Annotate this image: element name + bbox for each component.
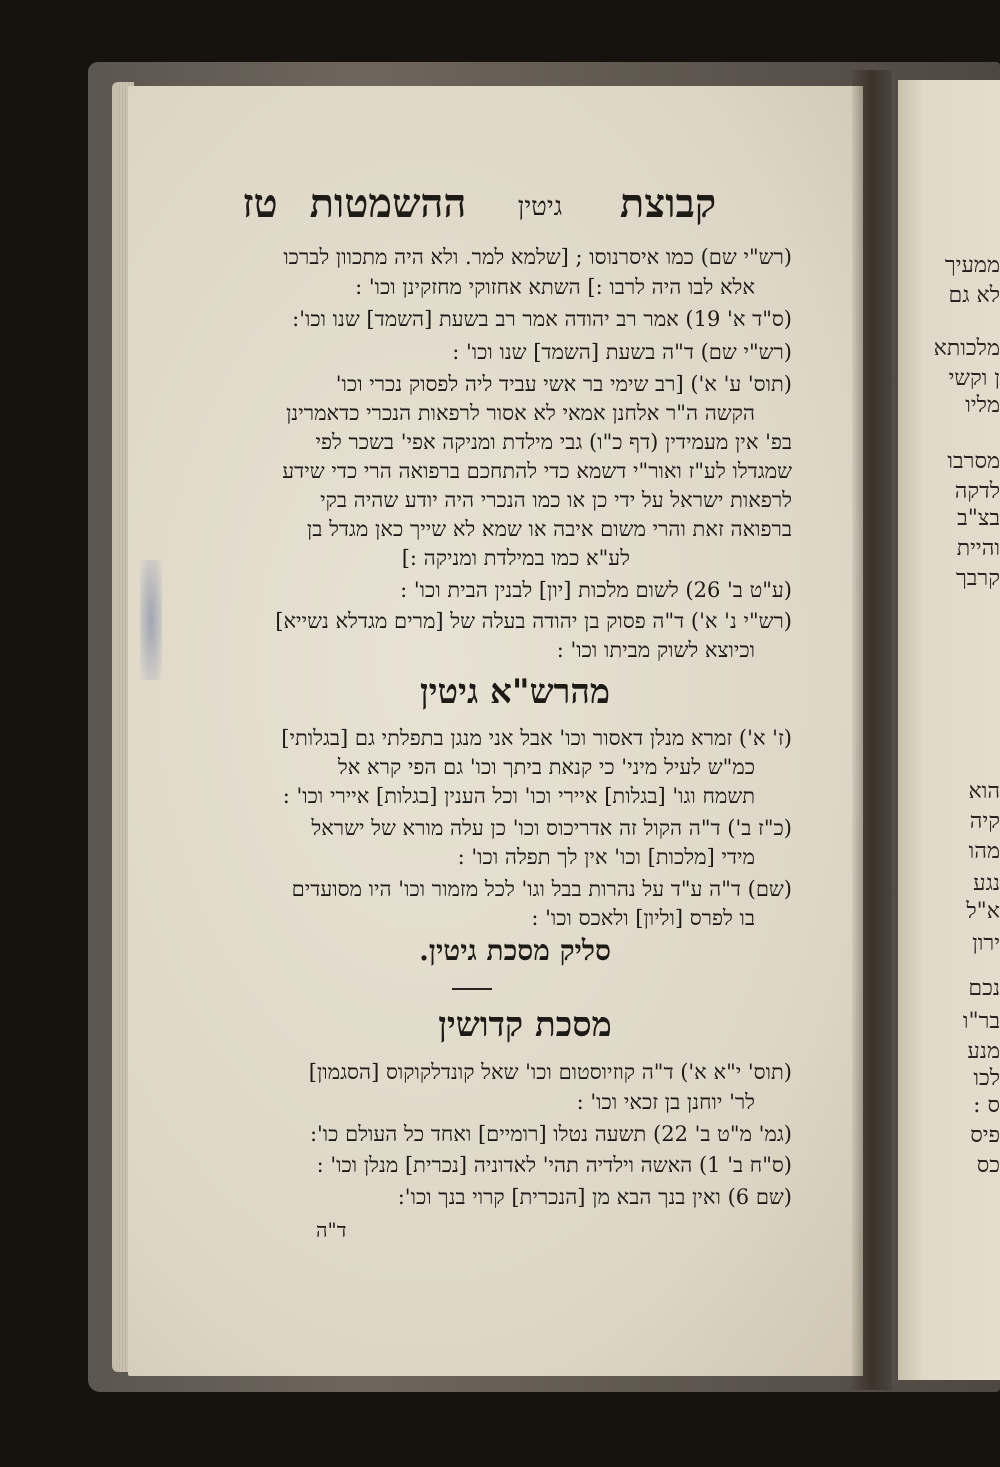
header-title-right: ההשמטות (309, 180, 467, 227)
text-line: (גמ' מ"ט ב' 22) תשעה נטלו [רומיים] ואחד כל העולם כו': (309, 1122, 792, 1146)
right-page-fragment: ן וקשי (948, 366, 1000, 391)
header-page-number: טז (242, 180, 278, 227)
header-title-middle: גיטין (517, 192, 563, 222)
right-page-fragment: הוא (968, 779, 1000, 804)
right-page-fragment: לכו (973, 1066, 1000, 1091)
right-page-fragment: והיית (956, 536, 1000, 561)
right-page-fragment: א"ל (966, 899, 1000, 924)
right-page-fragment: ירון (972, 931, 1000, 956)
text-line: לרפאות ישראל על ידי כן או כמו הנכרי היה יודע שהיה בקי (320, 488, 792, 512)
catchword: ד"ה (316, 1218, 347, 1242)
right-page (898, 80, 1000, 1380)
text-line: תשמח וגו' [בגלות] איירי וכו' וכל הענין [בגלות] איירי וכו' : (282, 784, 755, 808)
text-line: הקשה ה"ר אלחנן אמאי לא אסור לרפאות הנכרי כדאמרינן (286, 401, 755, 425)
tractate-end-title: סליק מסכת גיטין. (419, 934, 611, 967)
text-line: וכיוצא לשוק מביתו וכו' : (556, 638, 755, 662)
text-line: (ז' א') זמרא מנלן דאסור וכו' אבל אני מנגן בתפלתי גם [בגלותי] (281, 726, 792, 750)
right-page-fragment: בצ"ב (957, 506, 1000, 531)
text-line: (ס"ד א' 19) אמר רב יהודה אמר רב בשעת [השמד] שנו וכו': (292, 307, 792, 331)
book-spine-shadow (852, 70, 892, 1390)
text-line: (שם) ד"ה ע"ד על נהרות בבל וגו' לכל מזמור וכו' היו מסועדים (291, 877, 792, 901)
text-line: (ע"ט ב' 26) לשום מלכות [יון] לבנין הבית וכו' : (400, 578, 792, 602)
right-page-fragment: קרבך (956, 566, 1000, 591)
text-line: (כ"ז ב') ד"ה הקול זה אדריכוס וכו' כן עלה מורא של ישראל (311, 816, 792, 840)
section-title-maharsha: מהרש"א גיטין (419, 672, 611, 712)
text-line: (תוס' ע' א') [רב שימי בר אשי עביד ליה לפסוק נכרי וכו' (335, 372, 792, 396)
right-page-fragment: מהו (968, 839, 1000, 864)
right-page-fragment: ס : (973, 1093, 1000, 1118)
text-line: לר' יוחנן בן זכאי וכו' : (576, 1090, 755, 1114)
section-divider (452, 988, 492, 990)
text-line: (תוס' י"א א') ד"ה קוזיוסטום וכו' שאל קונדלקוקוס [הסגמון] (308, 1060, 792, 1084)
text-line: לע"א כמו במילדת ומניקה :] (401, 546, 630, 570)
ink-stain (140, 560, 162, 680)
right-page-fragment: נכם (968, 976, 1000, 1001)
text-line: בו לפרס [וליון] ולאכס וכו' : (531, 906, 755, 930)
header-title-left: קבוצת (619, 180, 717, 227)
right-page-fragment: לא גם (948, 283, 1000, 308)
text-line: בפ' אין מעמידין (דף כ"ו) גבי מילדת ומניקה אפי' בשכר לפי (315, 430, 792, 454)
text-line: (שם 6) ואין בנך הבא מן [הנכרית] קרוי בנך וכו': (397, 1185, 792, 1209)
text-line: שמגדלו לע"ז ואור"י דשמא כדי להתחכם ברפואה הרי כדי שידע (282, 459, 792, 483)
right-page-fragment: לדקה (954, 479, 1000, 504)
right-page-fragment: ממעיך (944, 253, 1000, 278)
section-title-kiddushin: מסכת קדושין (438, 1005, 612, 1045)
right-page-fragment: מליו (965, 393, 1000, 418)
text-line: כמ"ש לעיל מיני' כי קנאת ביתך וכו' גם הפי קרא אל (337, 755, 755, 779)
text-line: (רש"י נ' א') ד"ה פסוק בן יהודה בעלה של [מרים מגדלא נשייא] (275, 609, 792, 633)
text-line: מידי [מלכות] וכו' אין לך תפלה וכו' : (457, 845, 755, 869)
right-page-fragment: כס (976, 1153, 1000, 1178)
right-page-fragment: קיה (969, 809, 1000, 834)
text-line: ברפואה זאת והרי משום איבה או שמא לא שייך כאן מגדל בן (306, 517, 792, 541)
text-line: (ס"ח ב' 1) האשה וילדיה תהי' לאדוניה [נכרית] מנלן וכו' : (316, 1153, 792, 1177)
right-page-fragment: מנע (967, 1039, 1000, 1064)
right-page-fragment: נגע (973, 871, 1000, 896)
right-page-fragment: מלכותא (933, 336, 1000, 361)
right-page-fragment: בר"ו (962, 1009, 1000, 1034)
right-page-fragment: מסרבו (947, 449, 1000, 474)
text-line: (רש"י שם) כמו איסרנוסו ; [שלמא למר. ולא היה מתכוון לברכו (283, 245, 792, 269)
text-line: (רש"י שם) ד"ה בשעת [השמד] שנו וכו' : (452, 340, 792, 364)
right-page-fragment: פיס (970, 1123, 1000, 1148)
text-line: אלא לבו היה לרבו :] השתא אחזוקי מחזקינן וכו' : (355, 275, 755, 299)
